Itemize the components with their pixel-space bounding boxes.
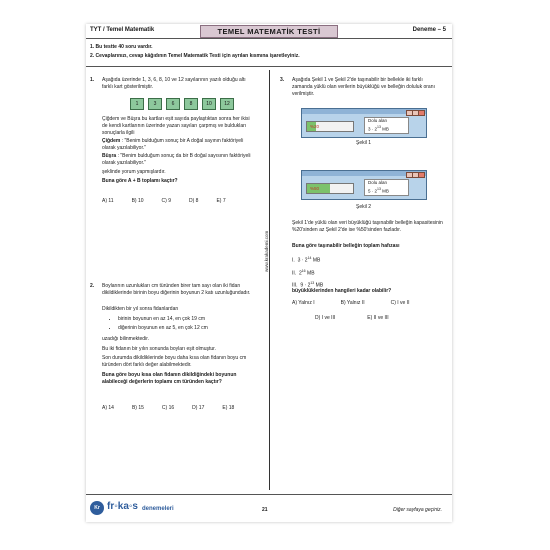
memory-progress-bar-2 [306,183,354,194]
brand-name: fr◦ka◦s [107,501,138,512]
instruction-2: 2. Cevaplarınızı, cevap kâğıdının Temel Matematik Testi için ayrılan kısmına işaretleyiniz. [90,53,300,59]
used-space-value: $3 \cdot 2^{13}$ MB [368,125,389,132]
q3-options-row-2 [315,315,389,321]
q3-intro: Aşağıda Şekil 1 ve Şekil 2'de taşınabilir bir bellekle iki farklı zamanda yüklü olan verilerin büyüklüğü ve belleğin doluluk oranı verilmiştir. [292,77,435,97]
number-card: 6 [166,98,180,110]
number-card: 10 [202,98,216,110]
answer-option[interactable]: E) II ve III [367,315,389,321]
footer-divider [86,494,452,495]
answer-option[interactable]: C) I ve II [390,300,410,306]
q1-body: Çiğdem ve Büşra bu kartları eşit sayıda paylaştıktan sonra her ikisi de kendi kartlarının üzerinde yazan sayıları çarpmış ve buldukları sonuçlarla ilgili [102,116,250,136]
answer-option[interactable]: B) 10 [131,198,144,204]
instruction-1: 1. Bu testte 40 soru vardır. [90,44,153,50]
figure-caption-1: Şekil 1 [356,140,372,146]
q2-number: 2. [90,283,95,289]
q2-bullet: • birinin boyunun en az 14, en çok 19 cm [118,316,208,323]
number-card: 8 [184,98,198,110]
q1-statement-2 [102,153,254,167]
progress-percent: %20 [310,124,320,129]
q2-line5: Son durumda dikildiklerinde boyu daha kısa olan fidanın boyu cm türünden dört farklı değer alabilmektedir. [102,355,247,368]
q1-tail: şeklinde yorum yapmışlardır. [102,169,166,175]
answer-option[interactable]: A) 14 [102,405,114,411]
answer-option[interactable]: E) 18 [222,405,235,411]
number-card: 12 [220,98,234,110]
answer-option[interactable]: D) 8 [189,198,199,204]
exam-page [86,24,452,522]
statement-busra: : "Benim bulduğum sonuç da bir B doğal sayısının faktöriyeli olarak yazılabiliyor." [102,153,251,166]
close-icon [418,172,425,178]
q1-intro: Aşağıda üzerinde 1, 3, 6, 8, 10 ve 12 sayılarının yazılı olduğu altı farklı kart gösterilmiştir. [102,77,246,90]
number-card: 1 [130,98,144,110]
q1-options [102,198,226,204]
q2-line3: uzadığı bilinmektedir. [102,336,149,342]
answer-option[interactable]: A) Yalnız I [292,300,315,306]
number-card: 3 [148,98,162,110]
answer-option[interactable]: D) 17 [192,405,205,411]
q3-item: I. $3 \cdot 2^{14}$ MB [292,256,321,264]
used-space-value: $5 \cdot 2^{13}$ MB [368,187,389,194]
memory-window-1 [301,108,427,138]
speaker-busra: Büşra [102,153,117,159]
answer-option[interactable]: C) 16 [161,405,175,411]
q2-bullets [92,316,208,332]
memory-progress-bar-1 [306,121,354,132]
used-space-box-2 [364,179,409,196]
answer-option[interactable]: A) 11 [102,198,114,204]
brand-logo-icon: Kr [90,501,104,515]
side-url: www.krakademi.com [264,230,269,272]
q3-item: III. $9 \cdot 2^{13}$ MB [292,281,324,289]
q2-options [102,405,234,411]
close-icon [418,110,425,116]
q3-question-2: büyüklüklerinden hangileri kadar olabilir? [292,288,392,294]
page-number: 21 [262,507,268,513]
instructions-divider [86,66,452,67]
column-divider [269,70,270,490]
statement-cigdem: : "Benim bulduğum sonuç bir A doğal sayının faktöriyeli olarak yazılabiliyor." [102,138,244,151]
answer-option[interactable]: E) 7 [216,198,226,204]
q1-cards [130,98,234,110]
answer-option[interactable]: C) 9 [161,198,171,204]
q1-question: Buna göre A + B toplamı kaçtır? [102,178,178,184]
next-page-note: Diğer sayfaya geçiniz. [393,507,442,513]
q3-options-row-1 [292,300,410,306]
used-space-label: Dolu alan [368,180,388,185]
q2-question: Buna göre boyu kısa olan fidanın dikildiğindeki boyunun alabileceği değerlerin toplamı cm türünden kaçtır? [102,372,237,385]
q2-bullet: • diğerinin boyunun en az 5, en çok 12 cm [118,325,208,332]
header-course: TYT / Temel Matematik [90,27,155,33]
q3-number: 3. [280,77,285,83]
q2-line4: Bu iki fidanın bir yılın sonunda boyları eşit olmuştur. [102,346,216,352]
memory-window-2 [301,170,427,200]
q3-item: II. $2^{16}$ MB [292,268,315,277]
used-space-label: Dolu alan [368,118,388,123]
q1-number: 1. [90,77,95,83]
answer-option[interactable]: B) Yalnız II [340,300,365,306]
speaker-cigdem: Çiğdem [102,138,121,144]
header-title: TEMEL MATEMATİK TESTİ [200,25,338,38]
q2-line2: Dikildikten bir yıl sonra fidanlardan [102,306,179,312]
instructions [90,43,300,61]
q3-question-1: Buna göre taşınabilir belleğin toplam hafızası [292,243,400,249]
header-exam-number: Deneme – 5 [412,27,446,33]
progress-percent: %50 [310,186,320,191]
answer-option[interactable]: B) 15 [131,405,144,411]
q3-items [292,255,323,290]
q2-intro: Boylarının uzunlukları cm türünden birer tam sayı olan iki fidan dikildiklerinde birinin boyu diğerinin boyunun 2 katı uzunluğundadır. [102,283,251,296]
page-header [86,24,452,39]
q1-statement-1 [102,138,254,152]
q3-body: Şekil 1'de yüklü olan veri büyüklüğü taşınabilir belleğin kapasitesinin %20'sinden az Şekil 2'de ise %50'sinden fazladır. [292,220,443,233]
used-space-box-1 [364,117,409,134]
answer-option[interactable]: D) I ve III [315,315,336,321]
brand-subtitle: denemeleri [142,506,174,512]
figure-caption-2: Şekil 2 [356,204,372,210]
